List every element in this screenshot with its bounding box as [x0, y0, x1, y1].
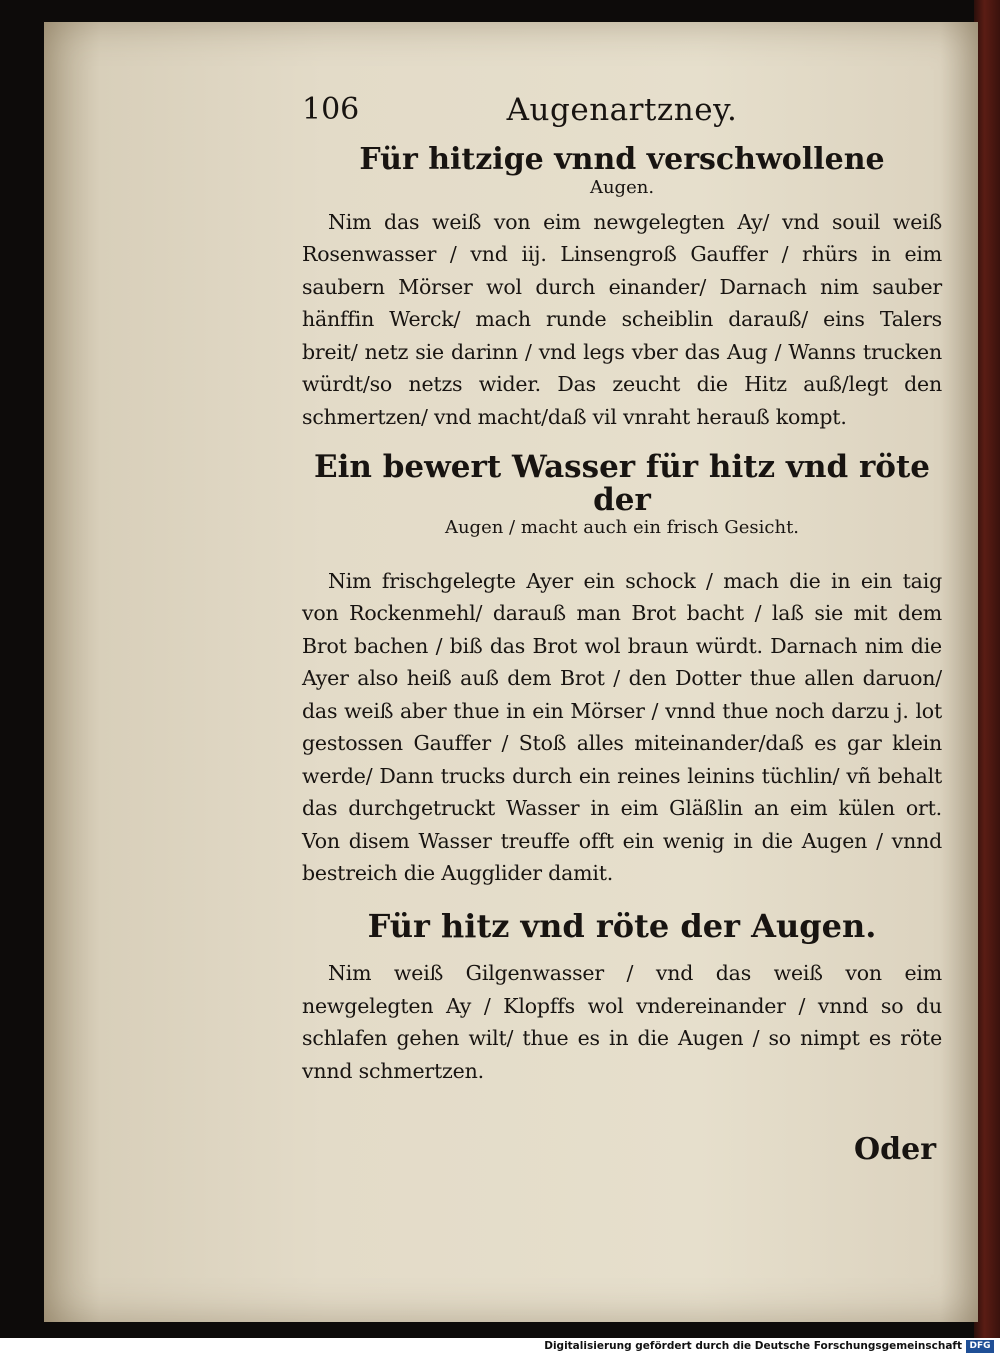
running-title: Augenartzney.: [506, 92, 738, 128]
section-paragraph: Nim frischgelegte Ayer ein schock / mach die in ein taig von Rockenmehl/ darauß man Brot bacht / laß sie mit dem Brot bachen / biß das Brot wol braun würdt. Darnach nim die Ayer also heiß auß dem Brot / den Dotter thue allen daruon/ das weiß aber thue in ein Mörser / vnnd thue noch darzu j. lot gestossen Gauffer / Stoß alles miteinander/daß es gar klein werde/ Dann trucks durch ein reines leinins tüchlin/ vñ behalt das durchgetruckt Wasser in eim Gläßlin an eim külen ort. Von disem Wasser treuffe offt ein wenig in die Augen / vnnd bestreich die Augglider damit.: [302, 568, 942, 886]
section-subtitle: Augen.: [589, 176, 655, 198]
section-paragraph: Nim das weiß von eim newgelegten Ay/ vnd souil weiß Rosenwasser / vnd iij. Linsengroß Gauffer / rhürs in eim saubern Mörser wol durch einander/ Darnach nim sauber hänffin Werck/ mach runde scheiblin darauß/ eins Talers breit/ netz sie darinn / vnd legs vber das Aug / Wanns trucken würdt/so netzs wider. Das zeucht die Hitz auß/legt den schmertzen/ vnd macht/daß vil vnraht herauß kompt.: [302, 209, 942, 429]
page-content: [302, 92, 942, 1087]
footer-credit: Digitalisierung gefördert durch die Deutsche Forschungsgemeinschaft: [544, 1340, 962, 1352]
dfg-logo: DFG: [966, 1340, 994, 1353]
section-heading: [302, 144, 942, 200]
section-heading: [302, 906, 942, 945]
catchword: Oder: [854, 1132, 937, 1167]
section-title: Für hitz vnd röte der Augen.: [367, 906, 877, 945]
footer-bar: [0, 1338, 1000, 1356]
section-paragraph: Nim weiß Gilgenwasser / vnd das weiß von eim newgelegten Ay / Klopffs wol vndereinander / vnnd so du schlafen gehen wilt/ thue es in die Augen / so nimpt es röte vnnd schmertzen.: [302, 961, 942, 1083]
section-title: Für hitzige vnnd verschwollene: [359, 142, 885, 177]
section-subtitle: Augen / macht auch ein frisch Gesicht.: [444, 517, 800, 539]
page-number: 106: [302, 92, 360, 127]
section-title: Ein bewert Wasser für hitz vnd röte der: [313, 449, 931, 518]
section-heading: [302, 451, 942, 540]
book-page: [44, 22, 978, 1322]
running-head: [302, 92, 942, 138]
